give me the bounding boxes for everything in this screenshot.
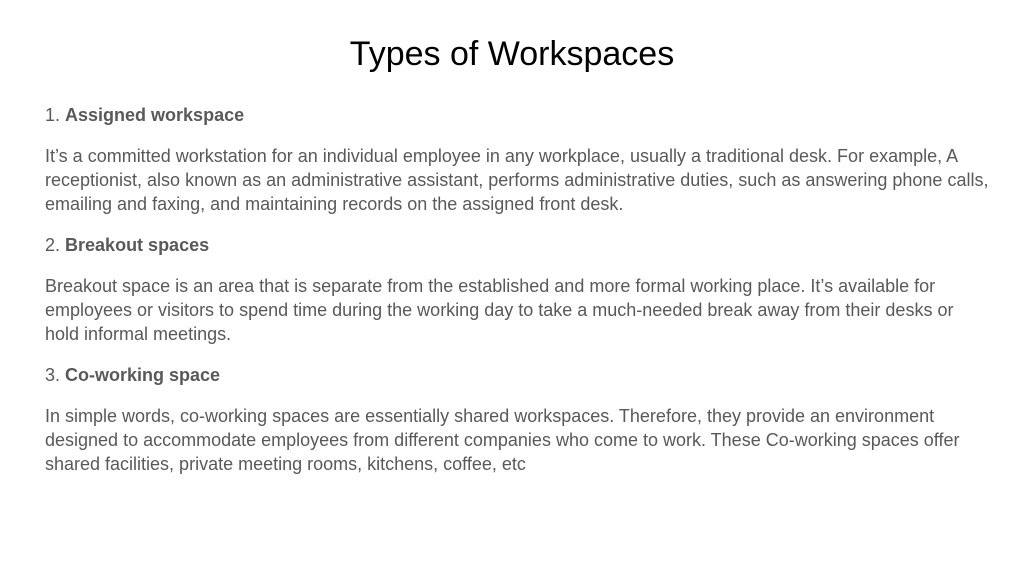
section-title: Breakout spaces <box>65 235 210 255</box>
section-heading-3 <box>45 363 990 387</box>
section-number: 3. <box>45 365 61 385</box>
section-body-1: It’s a committed workstation for an individual employee in any workplace, usually a traditional desk. For example, A receptionist, also known as an administrative assistant, performs administrative duties, such as answering phone calls, emailing and faxing, and maintaining records on the assigned front desk. <box>45 146 989 214</box>
section-body-2: Breakout space is an area that is separate from the established and more formal working place. It’s available for employees or visitors to spend time during the working day to take a much-needed break away from their desks or hold informal meetings. <box>45 276 954 344</box>
section-number: 2. <box>45 235 61 255</box>
section-number: 1. <box>45 105 61 125</box>
section-title: Assigned workspace <box>65 105 245 125</box>
slide-content <box>45 103 990 493</box>
section-title: Co-working space <box>65 365 221 385</box>
section-heading-2 <box>45 233 990 257</box>
section-heading-1 <box>45 103 990 127</box>
slide-title: Types of Workspaces <box>349 35 675 73</box>
section-body-3: In simple words, co-working spaces are essentially shared workspaces. Therefore, they provide an environment designed to accommodate employees from different companies who come to work. These Co-working spaces offer shared facilities, private meeting rooms, kitchens, coffee, etc <box>45 406 960 474</box>
